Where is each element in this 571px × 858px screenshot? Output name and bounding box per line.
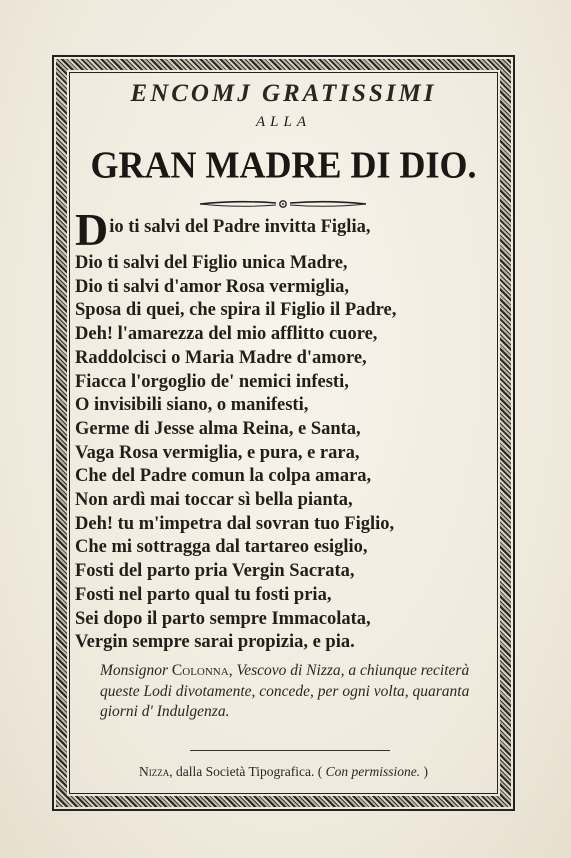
poem-line: Vaga Rosa vermiglia, e pura, e rara,: [75, 442, 360, 463]
imprint-publisher: , dalla Società Tipografica. (: [169, 764, 323, 779]
poem-line: Che del Padre comun la colpa amara,: [75, 466, 372, 487]
poem-line: Fosti nel parto qual tu fosti pria,: [75, 584, 332, 605]
poem-line: Non ardì mai toccar sì bella pianta,: [75, 490, 353, 511]
poem-line: Fiacca l'orgoglio de' nemici infesti,: [75, 371, 349, 392]
poem-line: Deh! l'amarezza del mio afflitto cuore,: [75, 324, 378, 345]
poem-line: Sposa di quei, che spira il Figlio il Padre,: [75, 300, 397, 321]
poem-first-line: [75, 204, 495, 255]
poem-line: Germe di Jesse alma Reina, e Santa,: [75, 418, 361, 439]
title-line-3: GRAN MADRE DI DIO.: [90, 144, 477, 186]
poem-line: Che mi sottragga dal tartareo esiglio,: [75, 537, 368, 558]
poem-line: Dio ti salvi d'amor Rosa vermiglia,: [75, 276, 350, 297]
poem-line: Raddolcisci o Maria Madre d'amore,: [75, 347, 367, 368]
poem-line: Dio ti salvi del Figlio unica Madre,: [75, 253, 348, 273]
bishop-name: Colonna: [171, 662, 229, 679]
title-line-2: ALLA: [255, 114, 311, 130]
poem-line: Sei dopo il parto sempre Immacolata,: [75, 608, 371, 629]
title-line-1: ENCOMJ GRATISSIMI: [130, 80, 437, 107]
divider-rule: [190, 750, 390, 751]
poem-line: Vergin sempre sarai propizia, e pia.: [75, 632, 355, 653]
decorative-rule-icon: [198, 198, 368, 210]
indulgence-text: , Vescovo di Nizza, a chiunque reciterà queste Lodi divotamente, concede, per ogni volta, quaranta giorni d' Indulgenza.: [100, 662, 470, 720]
imprint-city: Nizza: [139, 764, 170, 779]
indulgence-note: [100, 661, 480, 723]
print-content: [72, 74, 495, 790]
poem-line: Deh! tu m'impetra dal sovran tuo Figlio,: [75, 513, 395, 534]
imprint-line: [72, 764, 495, 780]
indulgence-prefix: Monsignor: [100, 662, 172, 679]
poem-line: O invisibili siano, o manifesti,: [75, 395, 309, 416]
poem-line: io ti salvi del Padre invitta Figlia,: [109, 217, 371, 237]
drop-cap: D: [75, 204, 109, 255]
poem-line: Fosti del parto pria Vergin Sacrata,: [75, 561, 355, 582]
poem: [75, 204, 495, 655]
imprint-close: ): [420, 764, 428, 779]
imprint-permission: Con permissione.: [322, 764, 421, 779]
